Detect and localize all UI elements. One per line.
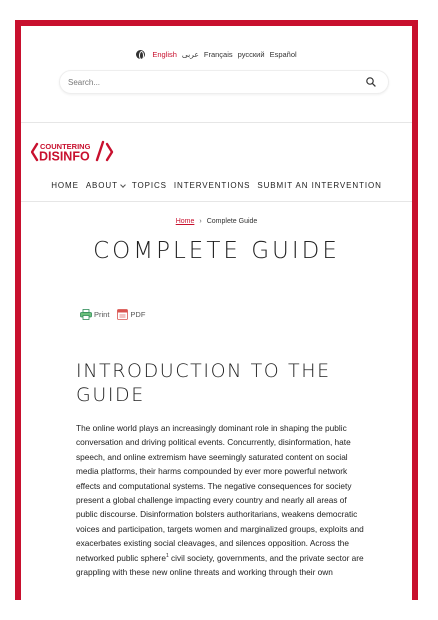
print-button[interactable] (80, 309, 109, 320)
nav-submit-intervention[interactable] (257, 181, 381, 190)
nav-interventions[interactable] (174, 181, 250, 190)
site-logo[interactable] (31, 139, 123, 161)
logo-line1: COUNTERING (40, 142, 91, 151)
pdf-icon (117, 309, 128, 320)
search-box (59, 70, 389, 94)
breadcrumb-separator: › (199, 218, 202, 225)
intro-text-part1: The online world plays an increasingly dominant role in shaping the public conversation and driving political events. Concurrently, disinformation, hate speech, and online extremism have seemingly saturated content on social media platforms, their harms compounded by ever more powerful network effects and computational systems. The negative consequences for society present a global challenge impacting every country and nearly all areas of public discourse. Disinformation bolsters authoritarians, weakens democratic voices and participation, targets women and marginalized groups, exploits and exacerbates existing social cleavages, and silences opposition. Across the networked public sphere (76, 423, 364, 563)
search-icon[interactable] (366, 77, 376, 87)
language-spanish[interactable]: Español (269, 50, 297, 59)
language-bar (21, 50, 412, 59)
pdf-label: PDF (130, 310, 146, 319)
header-divider (21, 122, 412, 123)
breadcrumb-home-link[interactable]: Home (175, 218, 195, 225)
language-english[interactable]: English (152, 50, 177, 59)
nav-topics[interactable] (132, 181, 167, 190)
section-title: INTRODUCTION TO THE GUIDE (76, 360, 331, 406)
page-frame (15, 20, 418, 600)
nav-interventions-label: INTERVENTIONS (173, 181, 251, 190)
nav-submit-label: SUBMIT AN INTERVENTION (257, 181, 382, 190)
language-russian[interactable]: русский (237, 50, 265, 59)
nav-divider (21, 201, 412, 202)
language-french[interactable]: Français (203, 50, 233, 59)
language-arabic[interactable]: عربى (181, 50, 199, 59)
chevron-down-icon (120, 182, 126, 188)
breadcrumb (21, 218, 412, 225)
main-nav (21, 181, 412, 190)
nav-about[interactable] (86, 181, 125, 190)
breadcrumb-current: Complete Guide (206, 218, 258, 225)
logo-line2: DISINFO (39, 149, 90, 163)
globe-icon (136, 50, 145, 59)
nav-topics-label: TOPICS (131, 181, 167, 190)
intro-paragraph (76, 421, 366, 579)
printer-icon (80, 309, 92, 320)
search-input[interactable] (68, 71, 348, 93)
intro-text-part2: civil society, governments, and the private sector are grappling with these new online threats and working through their own (76, 552, 364, 578)
footnote-ref[interactable]: 1 (165, 552, 169, 559)
nav-home-label: HOME (51, 181, 79, 190)
print-label: Print (94, 310, 110, 319)
print-pdf-tools (80, 309, 145, 320)
nav-about-label: ABOUT (85, 181, 118, 190)
page-title: COMPLETE GUIDE (93, 238, 340, 264)
nav-home[interactable] (51, 181, 79, 190)
pdf-button[interactable] (117, 309, 145, 320)
